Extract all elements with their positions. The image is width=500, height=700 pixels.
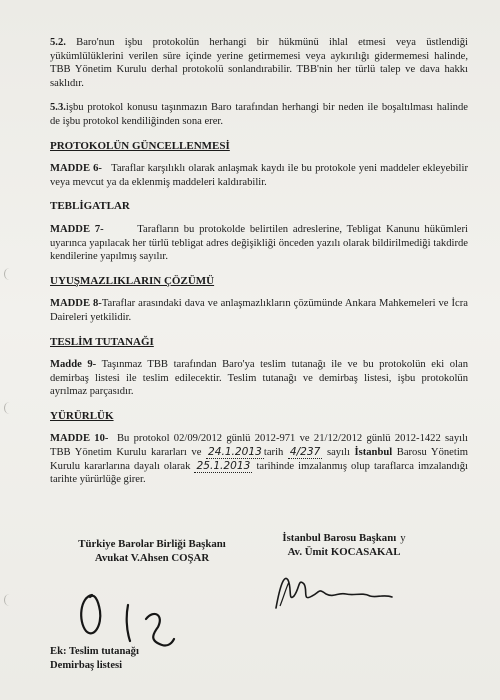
clause-number: 5.2. [50,37,66,48]
paragraph-madde-9: Madde 9- Taşınmaz TBB tarafından Baro'ya teslim tutanağı ile ve bu protokolün eki olan demirbaş listesi ile teslim edilecektir. Teslim tutanağı ve demirbaş listesi, işbu protokolün ayrılmaz parçasıdır. [50,359,468,398]
handwritten-date: 24.1.2013 [207,446,262,459]
annex-list [50,645,139,673]
heading-protokol-guncellenmesi: PROTOKOLÜN GÜNCELLENMESİ [50,139,230,152]
punch-hole-mark [4,268,15,280]
paragraph-madde-8: MADDE 8-Taraflar arasındaki dava ve anlaşmazlıkların çözümünde Ankara Mahkemeleri ve İcra Daireleri yetkilidir. [50,298,468,323]
annex-item: Ek: Teslim tutanağı [50,646,139,657]
heading-yururluk: YÜRÜRLÜK [50,409,114,422]
punch-hole-mark [4,402,15,414]
handwritten-signature-right [258,566,408,616]
paragraph-madde-6: MADDE 6- Taraflar karşılıklı olarak anlaşmak kaydı ile bu protokole yeni maddeler ekleyebilir veya mevcut ya da eklenmiş maddeleri kaldırabilir. [50,163,468,188]
heading-tebligatlar: TEBLİGATLAR [50,200,130,213]
signature-block-istanbul-barosu [274,532,414,559]
annex-item: Demirbaş listesi [50,660,123,671]
signatory-title: Türkiye Barolar Birliği Başkanı [78,538,226,550]
signatory-name: Av. Ümit KOCASAKAL [287,545,401,558]
handwritten-date: 25.1.2013 [196,459,251,472]
paragraph-5-2: 5.2. Baro'nun işbu protokolün herhangi bir hükmünü ihlal etmesi veya üstlendiği yükümlülüklerini verilen süre içinde yerine getirmemesi veya aykırılığı gidermemesi halinde, TBB Yönetim Kurulu derhal protokolü sonlandırabilir. TBB'nin her türlü talep ve dava hakkı saklıdır. [50,37,468,89]
handwritten-decision-number: 4/237 [289,446,321,459]
signature-block-tbb [62,538,242,565]
signatory-name: Avukat V.Ahsen COŞAR [94,551,210,564]
signatory-title: İstanbul Barosu Başkanı y [282,532,406,544]
paragraph-madde-10: MADDE 10- Bu protokol 02/09/2012 günlü 2012-971 ve 21/12/2012 günlü 2012-1422 sayılı TBB Yönetim Kurulu kararları ve 24.1.2013 tarih 4/237 sayılı İstanbul Barosu Yönetim Kurulu kararlarına dayalı olarak 25.1.2013 tarihinde imzalanmış olup taraflarca imzalandığı tarihte yürürlüğe girer. [50,433,468,486]
paragraph-5-3: 5.3.işbu protokol konusu taşınmazın Baro tarafından herhangi bir neden ile boşaltılması halinde de işbu protokol kendiliğinden sona erer. [50,102,468,127]
document-body [50,36,468,498]
heading-uyusmazliklarin-cozumu: UYUŞMAZLIKLARIN ÇÖZÜMÜ [50,274,215,287]
clause-number: 5.3. [50,102,66,114]
punch-hole-mark [4,594,15,606]
heading-teslim-tutanagi: TESLİM TUTANAĞI [50,335,154,348]
paragraph-madde-7: MADDE 7- Tarafların bu protokolde belirtilen adreslerine, Tebligat Kanunu hükümleri uyarınca yapılacak her türlü tebligat adres değişikliği önceden yazılı olarak bildirilmediği takdirde kendilerine yapılmış sayılır. [50,223,468,263]
